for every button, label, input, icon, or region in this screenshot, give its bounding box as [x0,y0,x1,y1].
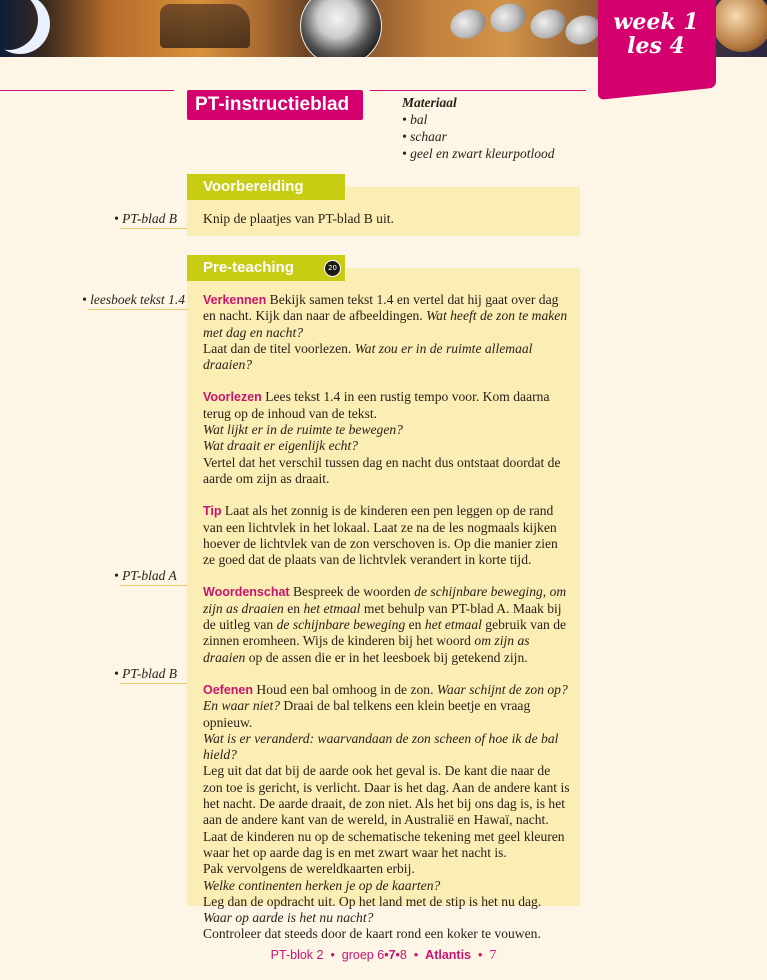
materials-list [402,94,554,162]
voorlezen-paragraph: Voorlezen Lees tekst 1.4 in een rustig tempo voor. Kom daarna terug op de inhoud van de tekst. Wat lijkt er in de ruimte te bewegen? Wat draait er eigenlijk echt? Vertel dat het verschil tussen dag en nacht dus ontstaat doordat de aarde om zijn as draait. [203,389,561,486]
footer-brand: Atlantis [425,948,472,962]
margin-note-pt-blad-a: • PT-blad A [114,568,177,583]
voorbereiding-heading: Voorbereiding [187,174,345,200]
divider-left [0,90,174,91]
page-title: PT-instructieblad [187,90,363,120]
verkennen-paragraph: Verkennen Bekijk samen tekst 1.4 en vertel dat hij gaat over dag en nacht. Kijk dan naar de afbeeldingen. Wat heeft de zon te maken met dag en nacht? Laat dan de titel voorlezen. Wat zou er in de ruimte allemaal draaien? [203,292,568,373]
margin-connector [120,228,187,229]
radio-dish-icon [446,5,489,44]
page-footer: PT-blok 2 • groep 6•7•8 • Atlantis • 7 [270,948,497,963]
oefenen-label: Oefenen [203,682,254,697]
woordenschat-paragraph: Woordenschat Bespreek de woorden de schijnbare beweging, om zijn as draaien en het etmaal met behulp van PT-blad A. Maak bij de uitleg van de schijnbare beweging en het etmaal gebruik van de zinnen eromheen. Wijs de kinderen bij het woord om zijn as draaien op de assen die er in het leesboek bij getekend zijn. [203,584,567,665]
radio-dish-icon [486,0,529,37]
divider-right [370,90,586,91]
planet-illustration [300,0,382,57]
voorbereiding-text: Knip de plaatjes van PT-blad B uit. [203,211,394,226]
woordenschat-label: Woordenschat [203,585,290,600]
tip-label: Tip [203,504,222,519]
week-label [606,10,706,58]
footer-separator: • [413,948,419,962]
footer-separator: • [477,948,483,962]
page-number: 7 [489,948,497,963]
saturn-illustration [712,0,767,52]
radio-dish-icon [526,5,569,44]
tip-paragraph: Tip Laat als het zonnig is de kinderen een pen leggen op de rand van een lichtvlek in het lokaal. Laat ze na de les nogmaals kijken hoever de lichtvlek van de zon verschoven is. Op die manier zien ze goed dat de plaats van de lichtvlek verandert in korte tijd. [203,503,558,568]
preteaching-body [203,292,571,943]
margin-note-leesboek: • leesboek tekst 1.4 [82,292,185,307]
materials-heading: Materiaal [402,95,457,110]
materials-item: • geel en zwart kleurpotlood [402,146,555,161]
time-badge: 20 [325,261,340,276]
margin-connector [88,309,187,310]
footer-groep: groep 6 [341,948,385,962]
margin-note-pt-blad-b-2: • PT-blad B [114,666,177,681]
week-number: week 1 [613,9,699,35]
margin-note-pt-blad-b: • PT-blad B [114,211,177,226]
footer-blok: PT-blok 2 [270,948,324,962]
voorlezen-label: Voorlezen [203,390,262,405]
materials-item: • bal [402,112,428,127]
preteaching-heading: Pre-teaching [187,255,345,281]
materials-item: • schaar [402,129,447,144]
moon-icon [0,0,50,54]
margin-connector [120,585,187,586]
lesson-number: les 4 [627,33,685,59]
rover-illustration [160,4,250,48]
footer-groep-current: 7 [388,948,396,962]
margin-connector [120,683,187,684]
verkennen-label: Verkennen [203,293,267,307]
footer-separator: • [330,948,335,962]
oefenen-paragraph: Oefenen Houd een bal omhoog in de zon. Waar schijnt de zon op? En waar niet? Draai de bal telkens een klein beetje en vraag opnieuw. Wat is er veranderd: waarvandaan de zon scheen of hoe ik de bal hield? Leg uit dat dat bij de aarde ook het geval is. De kant die naar de zon toe is gericht, is verlicht. Daar is het dag. Aan de andere kant is het nacht. De aarde draait, de zon niet. Als het bij ons dag is, is het aan de andere kant van de wereld, in Australië en Hawaï, nacht. Laat de kinderen nu op de schematische tekening met geel kleuren waar het op aarde dag is en met zwart waar het nacht is. Pak vervolgens de wereldkaarten erbij. Welke continenten herken je op de kaarten? Leg dan de opdracht uit. Op het land met de stip is het nu dag. Waar op aarde is het nu nacht? Controleer dat steeds door de kaart rond een koker te vouwen. [203,681,570,942]
